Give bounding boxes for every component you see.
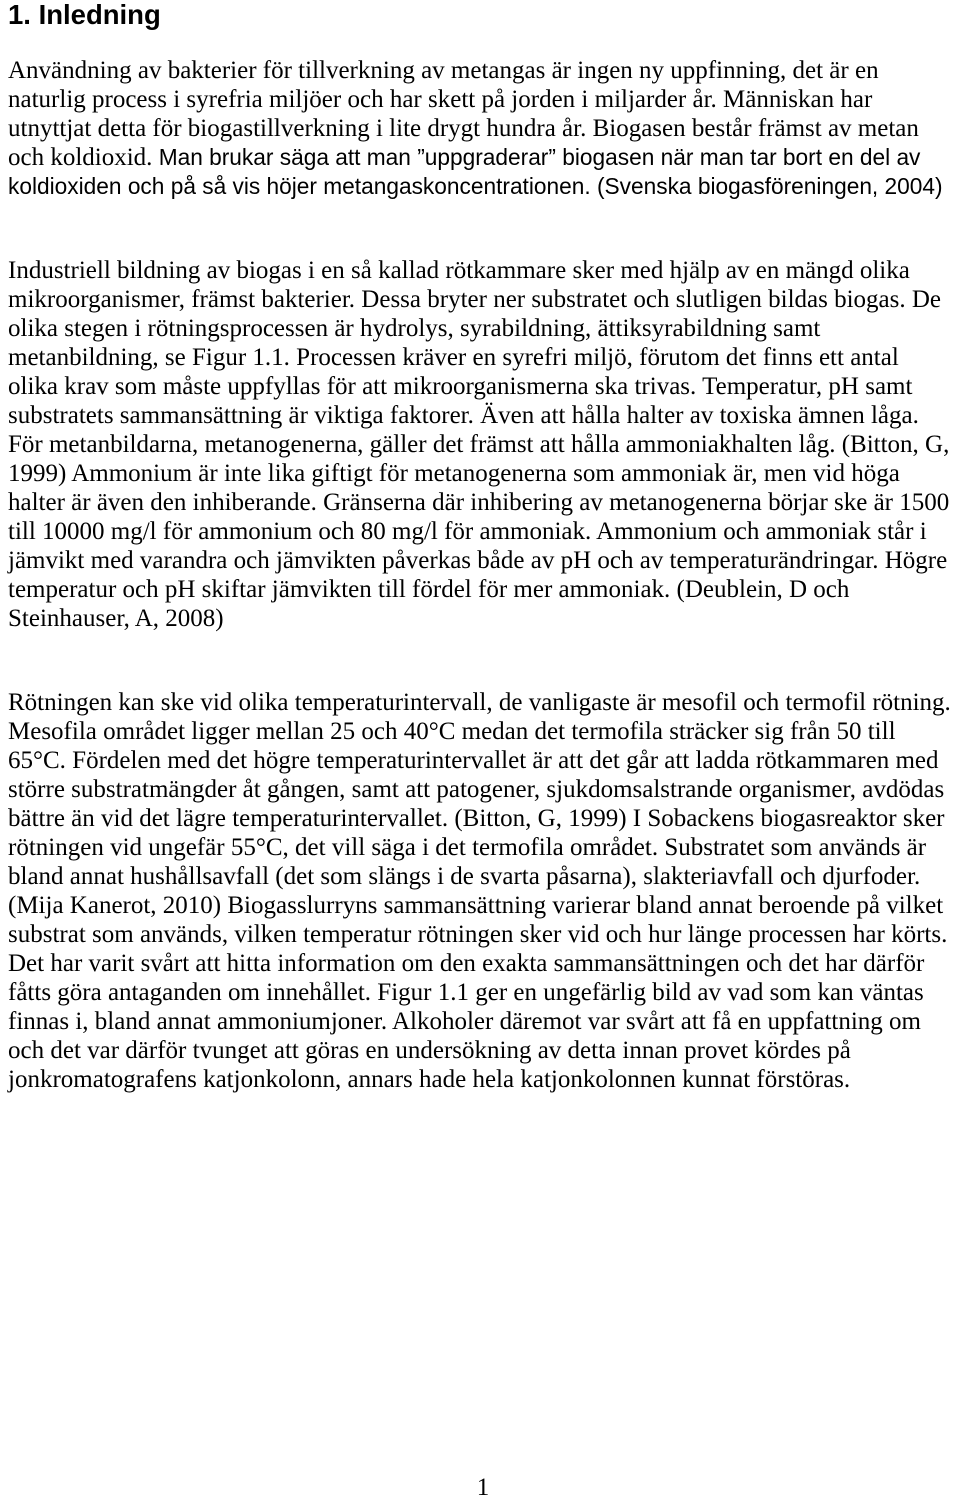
text-run: naturlig process i syrefria miljöer och har skett på jorden i miljarder år. Människan har (8, 86, 873, 113)
text-run: Industriell bildning av biogas i en så kallad rötkammare sker med hjälp av en mängd olika (8, 257, 910, 284)
text-run: bättre än vid det lägre temperaturintervallet. (Bitton, G, 1999) I Sobackens biogasreaktor sker (8, 805, 945, 832)
text-line (8, 746, 956, 775)
text-run: mikroorganismer, främst bakterier. Dessa bryter ner substratet och slutligen bildas biogas. De (8, 286, 942, 313)
paragraph (8, 688, 956, 1094)
text-run: fåtts göra antaganden om innehållet. Figur 1.1 ger en ungefärlig bild av vad som kan väntas (8, 979, 924, 1006)
text-line (8, 688, 956, 717)
text-run: Steinhauser, A, 2008) (8, 605, 224, 632)
text-run: jonkromatografens katjonkolonn, annars hade hela katjonkolonnen kunnat förstöras. (8, 1066, 851, 1093)
text-line (8, 604, 956, 633)
text-run: olika stegen i rötningsprocessen är hydrolys, syrabildning, ättiksyrabildning samt (8, 315, 821, 342)
text-run: halter är även den inhiberande. Gränserna där inhibering av metanogenerna börjar ske är 1500 (8, 489, 950, 516)
text-line (8, 978, 956, 1007)
text-run: bland annat hushållsavfall (det som slängs i de svarta påsarna), slakteriavfall och djurfoder. (8, 863, 921, 890)
text-run: Användning av bakterier för tillverkning av metangas är ingen ny uppfinning, det är en (8, 57, 879, 84)
text-line (8, 285, 956, 314)
text-line (8, 114, 956, 143)
page-number: 1 (476, 1474, 490, 1501)
text-line (8, 314, 956, 343)
paragraph (8, 56, 956, 201)
text-run: 1999) Ammonium är inte lika giftigt för metanogenerna som ammoniak är, men vid höga (8, 460, 900, 487)
text-run: För metanbildarna, metanogenerna, gäller det främst att hålla ammoniakhalten låg. (Bitton, G, (8, 431, 950, 458)
text-line (8, 143, 956, 172)
text-run: Det har varit svårt att hitta information om den exakta sammansättningen och det har därför (8, 950, 925, 977)
text-line (8, 833, 956, 862)
text-run: Rötningen kan ske vid olika temperaturintervall, de vanligaste är mesofil och termofil rötning. (8, 689, 951, 716)
text-run: 65°C. Fördelen med det högre temperaturintervallet är att det går att ladda rötkammaren med (8, 747, 939, 774)
text-run: och det var därför tvunget att göras en undersökning av detta innan provet kördes på (8, 1037, 851, 1064)
text-run: koldioxiden och på så vis höjer metangaskoncentrationen. (Svenska biogasföreningen, 2004) (8, 173, 943, 199)
text-line (8, 546, 956, 575)
text-line (8, 256, 956, 285)
text-line (8, 430, 956, 459)
text-line (8, 343, 956, 372)
text-run: jämvikt med varandra och jämvikten påverkas både av pH och av temperaturändringar. Högre (8, 547, 948, 574)
text-run: Man brukar säga att man ”uppgraderar” biogasen när man tar bort en del av (158, 144, 921, 170)
paragraph (8, 256, 956, 633)
text-line (8, 459, 956, 488)
text-run: substratets sammansättning är viktiga faktorer. Även att hålla halter av toxiska ämnen låga. (8, 402, 919, 429)
text-run: olika krav som måste uppfyllas för att mikroorganismerna ska trivas. Temperatur, pH samt (8, 373, 913, 400)
text-line (8, 862, 956, 891)
text-line (8, 372, 956, 401)
text-run: finnas i, bland annat ammoniumjoner. Alkoholer däremot var svårt att få en uppfattning om (8, 1008, 921, 1035)
text-run: substrat som används, vilken temperatur rötningen sker vid och hur länge processen har körts. (8, 921, 948, 948)
text-run: större substratmängder åt gången, samt att patogener, sjukdomsalstrande organismer, avdödas (8, 776, 945, 803)
text-line (8, 172, 956, 201)
text-run: temperatur och pH skiftar jämvikten till fördel för mer ammoniak. (Deublein, D och (8, 576, 850, 603)
text-line (8, 56, 956, 85)
text-line (8, 804, 956, 833)
text-line (8, 920, 956, 949)
text-line (8, 85, 956, 114)
text-line (8, 775, 956, 804)
text-line (8, 401, 956, 430)
text-line (8, 488, 956, 517)
text-run: Mesofila området ligger mellan 25 och 40°C medan det termofila sträcker sig från 50 till (8, 718, 896, 745)
text-line (8, 575, 956, 604)
text-run: (Mija Kanerot, 2010) Biogasslurryns sammansättning varierar bland annat beroende på vilket (8, 892, 944, 919)
section-heading: 1. Inledning (8, 0, 161, 30)
text-line (8, 949, 956, 978)
text-line (8, 1065, 956, 1094)
text-run: metanbildning, se Figur 1.1. Processen kräver en syrefri miljö, förutom det finns ett antal (8, 344, 899, 371)
text-run: rötningen vid ungefär 55°C, det vill säga i det termofila området. Substratet som används är (8, 834, 927, 861)
text-line (8, 1007, 956, 1036)
text-line (8, 717, 956, 746)
text-run: utnyttjat detta för biogastillverkning i lite drygt hundra år. Biogasen består främst av metan (8, 115, 919, 142)
text-run: till 10000 mg/l för ammonium och 80 mg/l för ammoniak. Ammonium och ammoniak står i (8, 518, 927, 545)
text-line (8, 891, 956, 920)
text-run: och koldioxid. (8, 144, 159, 171)
text-line (8, 1036, 956, 1065)
text-line (8, 517, 956, 546)
